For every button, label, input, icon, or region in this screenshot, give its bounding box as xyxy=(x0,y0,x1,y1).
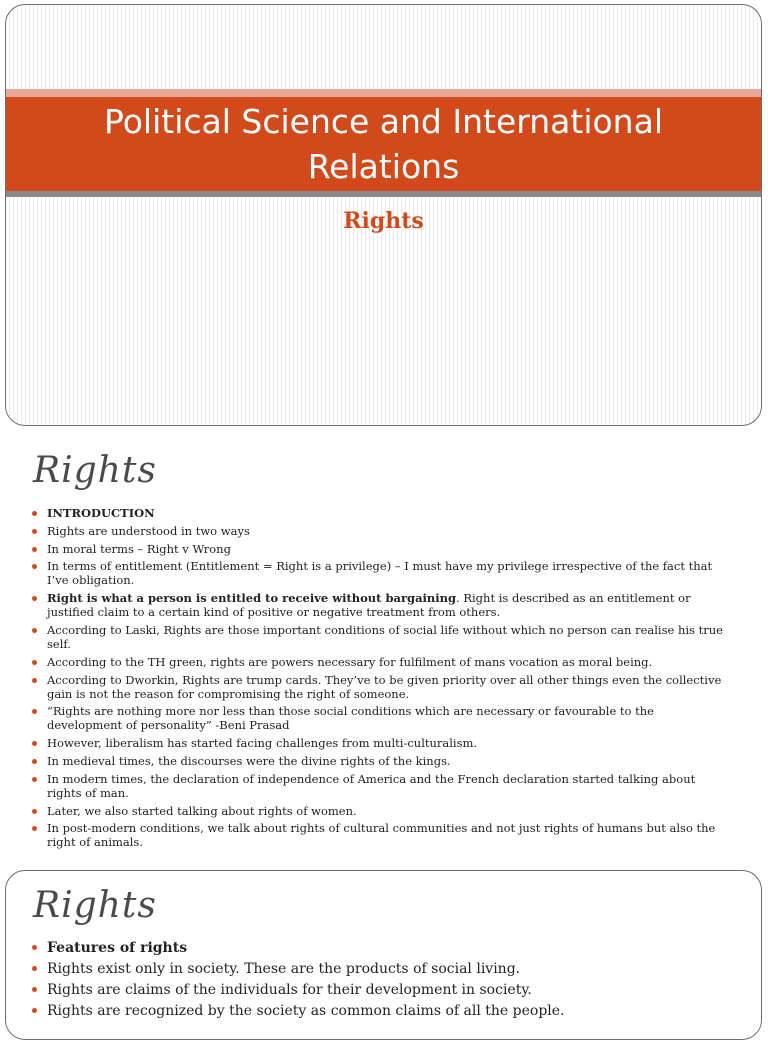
bullet-text: . Right is described as an entitlement or justified claim to a certain kind of positive or negative treatment from others. xyxy=(47,591,691,620)
bullet-text: In terms of entitlement (Entitlement = Right is a privilege) – I must have my privilege irrespective of the fact that I’ve obligation. xyxy=(47,559,713,588)
bullet-text: Rights exist only in society. These are the products of social living. xyxy=(47,961,521,977)
slide-heading: Rights xyxy=(33,450,157,491)
list-item xyxy=(47,772,727,800)
rights-intro-slide xyxy=(0,432,768,862)
bullet-icon xyxy=(32,987,37,992)
list-item xyxy=(47,981,737,999)
list-item xyxy=(47,704,727,732)
list-item xyxy=(47,939,737,957)
bullet-text: According to the TH green, rights are powers necessary for fulfilment of mans vocation as moral being. xyxy=(47,654,653,669)
bullet-bold-text: Right is what a person is entitled to receive without bargaining xyxy=(47,591,457,606)
bullet-bold-text: Features of rights xyxy=(47,940,188,956)
list-item xyxy=(47,804,727,818)
bullet-icon xyxy=(32,529,37,534)
bullet-icon xyxy=(32,809,37,814)
bullet-icon xyxy=(32,945,37,950)
bullet-text: In post-modern conditions, we talk about rights of cultural communities and not just rights of humans but also the right of animals. xyxy=(47,821,716,850)
slide-heading: Rights xyxy=(33,885,157,926)
bullet-icon xyxy=(32,564,37,569)
slide-subtitle: Rights xyxy=(343,208,424,234)
bullet-bold-text: INTRODUCTION xyxy=(47,506,155,520)
bullet-text: Later, we also started talking about rights of women. xyxy=(47,803,357,818)
bullet-text: In moral terms – Right v Wrong xyxy=(47,541,231,556)
title-band xyxy=(6,97,761,191)
list-item xyxy=(47,506,727,520)
bullet-icon xyxy=(32,777,37,782)
bullet-list xyxy=(47,506,727,853)
bullet-icon xyxy=(32,628,37,633)
bullet-list xyxy=(47,939,737,1023)
bullet-text: Rights are claims of the individuals for their development in society. xyxy=(47,982,532,998)
bullet-text: According to Dworkin, Rights are trump cards. They’ve to be given priority over all other things even the collective gain is not the reason for compromising the right of someone. xyxy=(47,672,722,701)
bullet-icon xyxy=(32,741,37,746)
bullet-text: In medieval times, the discourses were the divine rights of the kings. xyxy=(47,753,451,768)
list-item xyxy=(47,524,727,538)
bullet-icon xyxy=(32,596,37,601)
bullet-icon xyxy=(32,1008,37,1013)
list-item xyxy=(47,960,737,978)
bullet-text: Rights are recognized by the society as common claims of all the people. xyxy=(47,1003,565,1019)
list-item xyxy=(47,754,727,768)
list-item xyxy=(47,559,727,587)
list-item xyxy=(47,655,727,669)
slide-title: Political Science and International Relations xyxy=(104,102,663,186)
list-item xyxy=(47,736,727,750)
rights-features-slide xyxy=(5,870,762,1040)
bullet-text: Rights are understood in two ways xyxy=(47,523,250,538)
bullet-icon xyxy=(32,966,37,971)
list-item xyxy=(47,1002,737,1020)
bullet-text: However, liberalism has started facing challenges from multi-culturalism. xyxy=(47,736,478,751)
bullet-text: In modern times, the declaration of independence of America and the French declaration started talking about rights of man. xyxy=(47,771,696,800)
bullet-icon xyxy=(32,709,37,714)
bullet-icon xyxy=(32,660,37,665)
bullet-icon xyxy=(32,826,37,831)
list-item xyxy=(47,821,727,849)
title-band-top xyxy=(6,89,761,97)
bullet-icon xyxy=(32,678,37,683)
bullet-icon xyxy=(32,511,37,516)
list-item xyxy=(47,591,727,619)
list-item xyxy=(47,623,727,651)
bullet-icon xyxy=(32,547,37,552)
title-slide xyxy=(5,4,762,426)
bullet-icon xyxy=(32,759,37,764)
list-item xyxy=(47,673,727,701)
bullet-text: “Rights are nothing more nor less than those social conditions which are necessary or favourable to the development of personality” -Beni Prasad xyxy=(47,704,654,733)
title-band-bottom xyxy=(6,191,761,197)
list-item xyxy=(47,542,727,556)
bullet-text: According to Laski, Rights are those important conditions of social life without which no person can realise his true self. xyxy=(47,622,723,651)
